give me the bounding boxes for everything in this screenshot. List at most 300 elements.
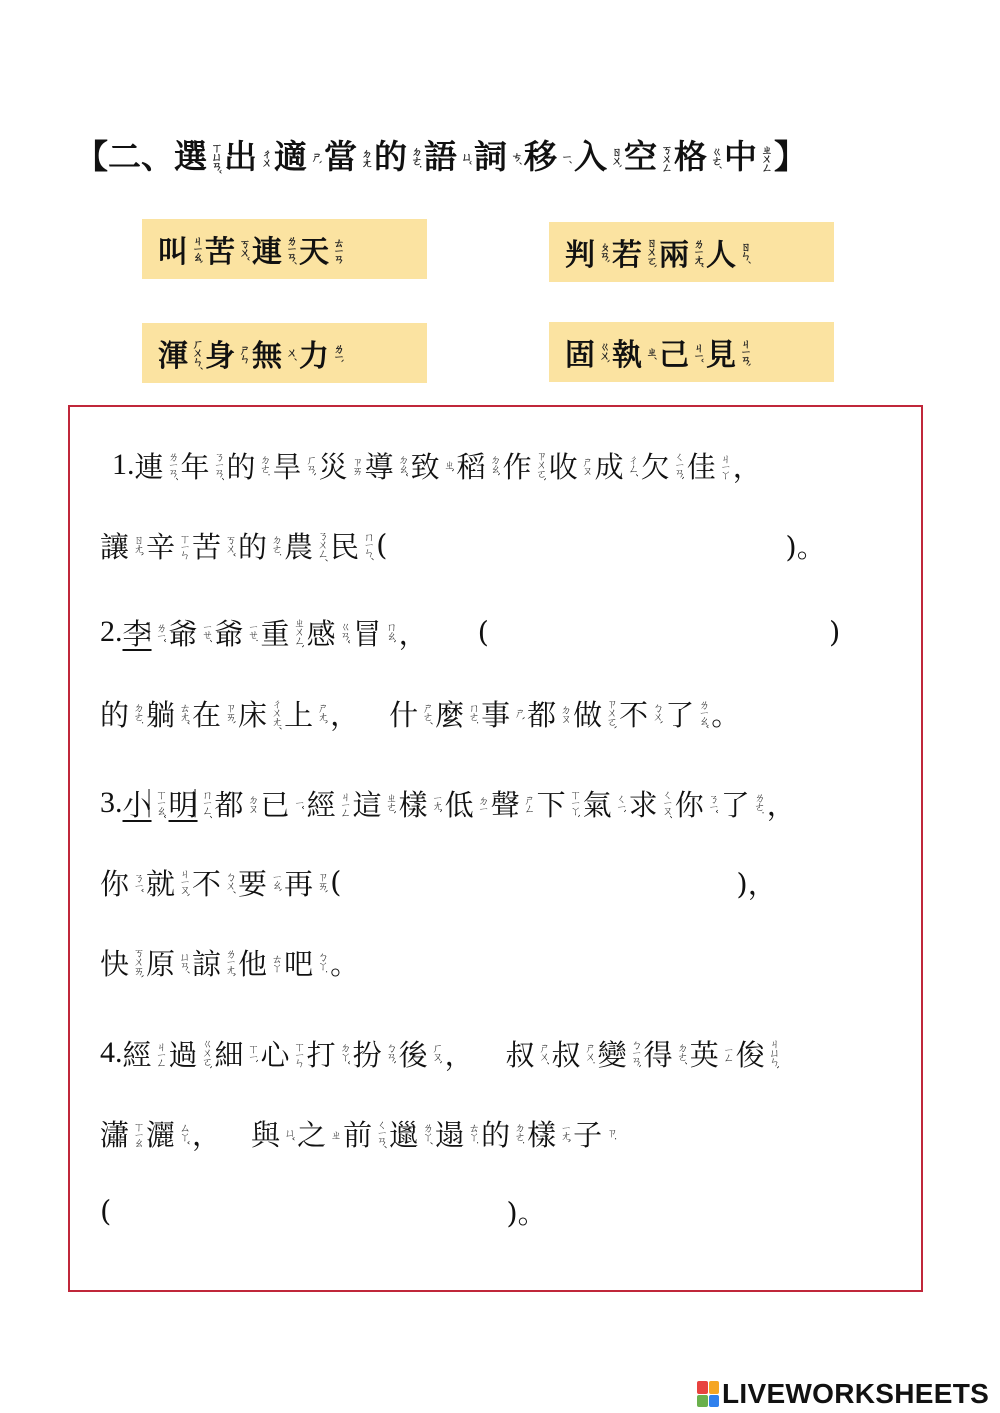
zhuyin: ㄋㄧˇ bbox=[132, 872, 146, 892]
hanzi: 事 bbox=[481, 697, 511, 732]
hanzi: 移 bbox=[524, 137, 557, 176]
hanzi: 心 bbox=[260, 1037, 290, 1072]
hanzi: 入 bbox=[574, 137, 607, 176]
q3-line3 bbox=[100, 937, 359, 987]
hanzi: 明 bbox=[168, 787, 198, 822]
hanzi: 的 bbox=[100, 697, 130, 732]
char-with-zhuyin bbox=[565, 330, 612, 374]
hanzi: 格 bbox=[674, 137, 707, 176]
char-with-zhuyin bbox=[284, 525, 330, 566]
hanzi: 感 bbox=[306, 616, 336, 651]
word-option-text bbox=[565, 330, 753, 374]
zhuyin: ㄗㄞˋ bbox=[316, 871, 330, 893]
logo-text: LIVEWORKSHEETS bbox=[722, 1378, 990, 1409]
hanzi: 詞 bbox=[474, 137, 507, 176]
hanzi: 成 bbox=[594, 449, 624, 484]
hanzi: 的 bbox=[374, 137, 407, 176]
title-prefix: 二、 bbox=[108, 137, 174, 176]
zhuyin: ㄌㄧㄤˇ bbox=[692, 237, 705, 267]
hanzi: 與 bbox=[251, 1117, 281, 1152]
char-with-zhuyin bbox=[399, 1033, 445, 1074]
hanzi: 小 bbox=[122, 787, 152, 822]
zhuyin: ㄩˇ bbox=[460, 150, 473, 164]
char-with-zhuyin bbox=[252, 227, 299, 271]
hanzi: 下 bbox=[536, 787, 566, 822]
hanzi: 空 bbox=[624, 137, 657, 176]
char-with-zhuyin bbox=[299, 331, 346, 375]
q1-text bbox=[135, 445, 733, 486]
zhuyin: ㄇㄜ˙ bbox=[467, 702, 481, 724]
zhuyin: ㄉㄤ bbox=[360, 148, 373, 166]
zhuyin: ㄉㄜ˙ bbox=[132, 702, 146, 724]
char-with-zhuyin bbox=[192, 942, 238, 983]
char-with-zhuyin bbox=[724, 132, 774, 182]
word-option-3[interactable] bbox=[142, 323, 427, 383]
hanzi: 苦 bbox=[192, 529, 222, 564]
punctuation: 。 bbox=[330, 946, 360, 981]
hanzi: 俊 bbox=[735, 1037, 765, 1072]
hanzi: 李 bbox=[122, 616, 152, 651]
zhuyin: ㄎㄨˇ bbox=[238, 238, 251, 260]
q1-blank-open: ( bbox=[376, 528, 388, 562]
hanzi: 兩 bbox=[659, 238, 689, 273]
char-with-zhuyin bbox=[224, 132, 274, 182]
hanzi: 樣 bbox=[398, 787, 428, 822]
q2-number: 2. bbox=[100, 615, 123, 648]
q3-number: 3. bbox=[100, 786, 123, 819]
zhuyin: ㄖㄣˊ bbox=[739, 241, 752, 263]
char-with-zhuyin bbox=[629, 783, 675, 824]
punctuation: ， bbox=[192, 1117, 222, 1152]
hanzi: 旱 bbox=[272, 449, 302, 484]
zhuyin: ㄓㄨㄥˋ bbox=[292, 616, 306, 648]
q2-text-3 bbox=[389, 693, 711, 734]
char-with-zhuyin bbox=[598, 1033, 644, 1074]
q1-line2 bbox=[100, 520, 826, 570]
char-with-zhuyin bbox=[659, 230, 706, 274]
hanzi: 讓 bbox=[100, 529, 130, 564]
zhuyin: ㄕㄨ˙ bbox=[583, 1042, 597, 1064]
zhuyin: ㄗㄨㄛˋ bbox=[534, 449, 548, 481]
zhuyin: ㄧㄝˊ bbox=[200, 622, 214, 642]
char-with-zhuyin bbox=[238, 942, 284, 983]
hanzi: 之 bbox=[297, 1117, 327, 1152]
zhuyin: ㄐㄧㄥ bbox=[338, 790, 352, 816]
char-with-zhuyin bbox=[353, 1033, 399, 1074]
hanzi: 作 bbox=[502, 449, 532, 484]
zhuyin: ㄎㄨㄞˋ bbox=[132, 946, 146, 978]
char-with-zhuyin bbox=[624, 132, 674, 182]
zhuyin: ㄌㄧˋ bbox=[332, 343, 345, 363]
zhuyin: ㄅㄨˊ bbox=[224, 871, 238, 893]
char-with-zhuyin bbox=[353, 783, 399, 824]
char-with-zhuyin bbox=[123, 612, 169, 653]
hanzi: 上 bbox=[284, 697, 314, 732]
zhuyin: ㄔㄨㄤˊ bbox=[270, 697, 284, 729]
punctuation: ， bbox=[444, 1037, 474, 1072]
hanzi: 聲 bbox=[490, 787, 520, 822]
zhuyin: ㄒㄧㄣ bbox=[292, 1040, 306, 1066]
q4-blank-open: ( bbox=[100, 1194, 112, 1228]
hanzi: 苦 bbox=[205, 235, 235, 270]
zhuyin: ㄉㄜ˙ bbox=[513, 1122, 527, 1144]
zhuyin: ㄖㄨˋ bbox=[610, 146, 623, 168]
hanzi: 快 bbox=[100, 946, 130, 981]
hanzi: 人 bbox=[706, 238, 736, 273]
hanzi: 出 bbox=[224, 137, 257, 176]
hanzi: 的 bbox=[238, 529, 268, 564]
hanzi: 經 bbox=[122, 1037, 152, 1072]
zhuyin: ㄖㄤˋ bbox=[132, 534, 146, 556]
char-with-zhuyin bbox=[123, 1033, 169, 1074]
zhuyin: ㄋㄧˇ bbox=[706, 793, 720, 813]
word-option-text bbox=[158, 331, 346, 375]
hanzi: 了 bbox=[720, 787, 750, 822]
zhuyin: ㄑㄧㄡˊ bbox=[660, 788, 674, 818]
hanzi: 不 bbox=[619, 697, 649, 732]
zhuyin: ㄏㄨㄣˊ bbox=[191, 337, 204, 369]
zhuyin: ㄊㄤˇ bbox=[178, 702, 192, 724]
word-option-2[interactable] bbox=[549, 222, 834, 282]
zhuyin: ㄊㄚ bbox=[270, 953, 284, 971]
zhuyin: ㄘˊ bbox=[510, 150, 523, 164]
hanzi: 見 bbox=[706, 338, 736, 373]
char-with-zhuyin bbox=[284, 862, 330, 903]
zhuyin: ㄍㄢˇ bbox=[338, 621, 352, 643]
punctuation: 。 bbox=[711, 697, 741, 732]
hanzi: 過 bbox=[168, 1037, 198, 1072]
zhuyin: ㄒㄧㄚˋ bbox=[568, 788, 582, 818]
hanzi: 打 bbox=[306, 1037, 336, 1072]
zhuyin: ㄍㄨˋ bbox=[598, 341, 611, 363]
q4-text-4 bbox=[251, 1113, 619, 1154]
q4-text-3 bbox=[100, 1113, 192, 1154]
hanzi: 子 bbox=[573, 1117, 603, 1152]
zhuyin: ㄍㄜˊ bbox=[710, 146, 723, 168]
zhuyin: ㄧˇ bbox=[292, 797, 306, 809]
zhuyin: ㄒㄧㄠˇ bbox=[154, 788, 168, 818]
zhuyin: ㄐㄩㄣˋ bbox=[767, 1037, 781, 1069]
char-with-zhuyin bbox=[389, 1113, 435, 1154]
hanzi: 氣 bbox=[582, 787, 612, 822]
hanzi: 連 bbox=[134, 449, 164, 484]
char-with-zhuyin bbox=[299, 227, 346, 271]
char-with-zhuyin bbox=[135, 445, 181, 486]
hanzi: 什 bbox=[389, 697, 419, 732]
q1-blank-close: )。 bbox=[785, 529, 826, 564]
char-with-zhuyin bbox=[100, 1113, 146, 1154]
q3-text-2 bbox=[100, 862, 330, 903]
logo-mark-icon bbox=[697, 1381, 719, 1407]
char-with-zhuyin bbox=[573, 1113, 619, 1154]
zhuyin: ㄆㄢˋ bbox=[598, 241, 611, 263]
zhuyin: ㄓㄜˋ bbox=[384, 792, 398, 814]
zhuyin: ㄗㄞ bbox=[350, 456, 364, 474]
hanzi: 灑 bbox=[146, 1117, 176, 1152]
q2-name bbox=[123, 612, 169, 653]
zhuyin: ㄅㄧㄢˋ bbox=[629, 1038, 643, 1068]
char-with-zhuyin bbox=[481, 1113, 527, 1154]
word-option-4[interactable] bbox=[549, 322, 834, 382]
hanzi: 渾 bbox=[158, 339, 188, 374]
zhuyin: ㄕㄡ bbox=[580, 456, 594, 474]
zhuyin: ㄓˋ bbox=[442, 458, 456, 472]
q2-line2 bbox=[100, 688, 740, 738]
char-with-zhuyin bbox=[238, 525, 284, 566]
hanzi: 身 bbox=[205, 339, 235, 374]
zhuyin: ㄊㄚ˙ bbox=[467, 1122, 481, 1144]
q3-blank-open: ( bbox=[330, 865, 342, 899]
hanzi: 中 bbox=[724, 137, 757, 176]
hanzi: 的 bbox=[226, 449, 256, 484]
char-with-zhuyin bbox=[319, 445, 365, 486]
zhuyin: ㄌㄧㄤˋ bbox=[224, 947, 238, 977]
hanzi: 災 bbox=[318, 449, 348, 484]
q4-number: 4. bbox=[100, 1036, 123, 1069]
zhuyin: ㄊㄧㄢ bbox=[332, 236, 345, 262]
char-with-zhuyin bbox=[424, 132, 474, 182]
punctuation: ， bbox=[398, 616, 428, 651]
hanzi: 語 bbox=[424, 137, 457, 176]
char-with-zhuyin bbox=[736, 1033, 782, 1074]
hanzi: 麼 bbox=[435, 697, 465, 732]
hanzi: 了 bbox=[665, 697, 695, 732]
hanzi: 床 bbox=[238, 697, 268, 732]
hanzi: 邋 bbox=[389, 1117, 419, 1152]
hanzi: 稻 bbox=[456, 449, 486, 484]
zhuyin: ㄒㄩㄢˇ bbox=[210, 141, 223, 173]
zhuyin: ㄓㄨㄥ bbox=[760, 143, 773, 171]
hanzi: 做 bbox=[573, 697, 603, 732]
hanzi: 後 bbox=[398, 1037, 428, 1072]
zhuyin: ㄉㄡ bbox=[559, 704, 573, 722]
hanzi: 細 bbox=[214, 1037, 244, 1072]
zhuyin: ㄐㄧㄥ bbox=[154, 1040, 168, 1066]
char-with-zhuyin bbox=[527, 693, 573, 734]
hanzi: 適 bbox=[274, 137, 307, 176]
hanzi: 冒 bbox=[352, 616, 382, 651]
hanzi: 他 bbox=[238, 946, 268, 981]
hanzi: 民 bbox=[330, 529, 360, 564]
hanzi: 都 bbox=[527, 697, 557, 732]
hanzi: 在 bbox=[192, 697, 222, 732]
char-with-zhuyin bbox=[238, 693, 284, 734]
hanzi: 農 bbox=[284, 529, 314, 564]
char-with-zhuyin bbox=[227, 445, 273, 486]
zhuyin: ㄗㄨㄛˋ bbox=[605, 697, 619, 729]
q4-text bbox=[123, 1033, 445, 1074]
hanzi: 爺 bbox=[168, 616, 198, 651]
title-text bbox=[174, 132, 774, 182]
hanzi: 判 bbox=[565, 238, 595, 273]
char-with-zhuyin bbox=[491, 783, 537, 824]
q4-line1 bbox=[100, 1028, 782, 1078]
zhuyin: ㄧㄥ bbox=[721, 1045, 735, 1061]
logo-square bbox=[697, 1395, 708, 1408]
zhuyin: ㄖㄨㄛˋ bbox=[645, 236, 658, 268]
char-with-zhuyin bbox=[549, 445, 595, 486]
hanzi: 欠 bbox=[640, 449, 670, 484]
q1-line1 bbox=[112, 440, 762, 490]
hanzi: 叔 bbox=[505, 1037, 535, 1072]
q2-blank-close: ) bbox=[828, 615, 841, 649]
zhuyin: ㄐㄧㄠˋ bbox=[191, 234, 204, 264]
zhuyin: ㄓˊ bbox=[645, 345, 658, 359]
char-with-zhuyin bbox=[261, 1033, 307, 1074]
char-with-zhuyin bbox=[721, 783, 767, 824]
hanzi: 收 bbox=[548, 449, 578, 484]
char-with-zhuyin bbox=[100, 862, 146, 903]
char-with-zhuyin bbox=[251, 1113, 297, 1154]
char-with-zhuyin bbox=[399, 783, 445, 824]
char-with-zhuyin bbox=[146, 525, 192, 566]
hanzi: 你 bbox=[674, 787, 704, 822]
char-with-zhuyin bbox=[353, 612, 399, 653]
char-with-zhuyin bbox=[238, 862, 284, 903]
hanzi: 諒 bbox=[192, 946, 222, 981]
zhuyin: ㄉㄜ˙ bbox=[270, 534, 284, 556]
zhuyin: ㄅㄚ˙ bbox=[316, 951, 330, 973]
char-with-zhuyin bbox=[612, 330, 659, 374]
zhuyin: ㄎㄨㄥ bbox=[660, 143, 673, 171]
char-with-zhuyin bbox=[330, 525, 376, 566]
zhuyin: ㄕㄨˊ bbox=[537, 1042, 551, 1064]
zhuyin: ㄋㄧㄢˊ bbox=[212, 450, 226, 480]
hanzi: 吧 bbox=[284, 946, 314, 981]
char-with-zhuyin bbox=[674, 132, 724, 182]
hanzi: 要 bbox=[238, 866, 268, 901]
char-with-zhuyin bbox=[481, 693, 527, 734]
zhuyin: ㄒㄧˋ bbox=[246, 1043, 260, 1063]
char-with-zhuyin bbox=[297, 1113, 343, 1154]
zhuyin: ㄗㄞˋ bbox=[224, 702, 238, 724]
hanzi: 低 bbox=[444, 787, 474, 822]
hanzi: 的 bbox=[481, 1117, 511, 1152]
q2-text-2 bbox=[100, 693, 330, 734]
zhuyin: ㄍㄨㄛˋ bbox=[200, 1037, 214, 1069]
hanzi: 原 bbox=[146, 946, 176, 981]
char-with-zhuyin bbox=[307, 612, 353, 653]
q3-line1 bbox=[100, 778, 796, 828]
char-with-zhuyin bbox=[619, 693, 665, 734]
hanzi: 無 bbox=[252, 339, 282, 374]
char-with-zhuyin bbox=[552, 1033, 598, 1074]
hanzi: 辛 bbox=[146, 529, 176, 564]
zhuyin: ㄏㄢˋ bbox=[304, 454, 318, 476]
hanzi: 叔 bbox=[551, 1037, 581, 1072]
zhuyin: ㄌㄚˊ bbox=[421, 1122, 435, 1144]
char-with-zhuyin bbox=[215, 612, 261, 653]
zhuyin: ㄙㄚˇ bbox=[178, 1122, 192, 1144]
hanzi: 這 bbox=[352, 787, 382, 822]
zhuyin: ㄕˋ bbox=[310, 150, 323, 164]
hanzi: 當 bbox=[324, 137, 357, 176]
char-with-zhuyin bbox=[411, 445, 457, 486]
title-bracket-close: 】 bbox=[774, 137, 807, 176]
char-with-zhuyin bbox=[524, 132, 574, 182]
zhuyin: ㄇㄠˋ bbox=[384, 621, 398, 643]
char-with-zhuyin bbox=[274, 132, 324, 182]
hanzi: 前 bbox=[343, 1117, 373, 1152]
char-with-zhuyin bbox=[146, 862, 192, 903]
char-with-zhuyin bbox=[205, 331, 252, 375]
char-with-zhuyin bbox=[215, 783, 261, 824]
zhuyin: ㄅㄨˋ bbox=[651, 702, 665, 724]
hanzi: 變 bbox=[597, 1037, 627, 1072]
zhuyin: ㄒㄧㄣ bbox=[178, 532, 192, 558]
zhuyin: ㄩˇ bbox=[283, 1126, 297, 1140]
zhuyin: ㄌㄧˇ bbox=[154, 622, 168, 642]
zhuyin: ㄉㄡ bbox=[246, 794, 260, 812]
logo-square bbox=[709, 1395, 720, 1408]
char-with-zhuyin bbox=[284, 693, 330, 734]
zhuyin: ㄕㄜˊ bbox=[421, 702, 435, 724]
zhuyin: ㄕˋ bbox=[513, 706, 527, 720]
section-title bbox=[75, 132, 935, 182]
zhuyin: ㄅㄢˋ bbox=[384, 1042, 398, 1064]
hanzi: 瀟 bbox=[100, 1117, 130, 1152]
char-with-zhuyin bbox=[169, 783, 215, 824]
hanzi: 天 bbox=[299, 235, 329, 270]
hanzi: 再 bbox=[284, 866, 314, 901]
zhuyin: ㄉㄧ bbox=[476, 795, 490, 811]
hanzi: 得 bbox=[643, 1037, 673, 1072]
punctuation: ， bbox=[732, 449, 762, 484]
q1-number: 1. bbox=[112, 448, 135, 481]
zhuyin: ㄌㄜ˙ bbox=[752, 792, 766, 814]
zhuyin: ㄏㄡˋ bbox=[430, 1042, 444, 1064]
zhuyin: ㄌㄧㄢˊ bbox=[166, 450, 180, 480]
zhuyin: ㄕㄤˋ bbox=[316, 702, 330, 724]
zhuyin: ㄉㄠˋ bbox=[488, 454, 502, 476]
char-with-zhuyin bbox=[192, 525, 238, 566]
hanzi: 若 bbox=[612, 238, 642, 273]
logo-square bbox=[709, 1381, 720, 1394]
char-with-zhuyin bbox=[273, 445, 319, 486]
char-with-zhuyin bbox=[565, 230, 612, 274]
char-with-zhuyin bbox=[215, 1033, 261, 1074]
hanzi: 都 bbox=[214, 787, 244, 822]
char-with-zhuyin bbox=[307, 1033, 353, 1074]
char-with-zhuyin bbox=[307, 783, 353, 824]
char-with-zhuyin bbox=[474, 132, 524, 182]
char-with-zhuyin bbox=[192, 862, 238, 903]
zhuyin: ㄑㄧㄢˋ bbox=[672, 450, 686, 480]
char-with-zhuyin bbox=[687, 445, 733, 486]
q3-text-3 bbox=[100, 942, 330, 983]
liveworksheets-logo[interactable] bbox=[697, 1378, 989, 1410]
hanzi: 導 bbox=[364, 449, 394, 484]
q4-line2 bbox=[100, 1108, 619, 1158]
q2-line1 bbox=[100, 607, 840, 657]
zhuyin: ㄧㄝ˙ bbox=[246, 622, 260, 642]
word-option-text bbox=[565, 230, 753, 274]
hanzi: 不 bbox=[192, 866, 222, 901]
char-with-zhuyin bbox=[192, 693, 238, 734]
char-with-zhuyin bbox=[343, 1113, 389, 1154]
zhuyin: ㄐㄧㄢˋ bbox=[739, 337, 752, 367]
hanzi: 你 bbox=[100, 866, 130, 901]
hanzi: 已 bbox=[260, 787, 290, 822]
char-with-zhuyin bbox=[365, 445, 411, 486]
hanzi: 求 bbox=[628, 787, 658, 822]
zhuyin: ㄒㄧㄠ bbox=[132, 1120, 146, 1146]
char-with-zhuyin bbox=[169, 612, 215, 653]
title-bracket-open: 【 bbox=[75, 137, 108, 176]
zhuyin: ㄎㄨˇ bbox=[224, 534, 238, 556]
zhuyin: ㄉㄜ˙ bbox=[258, 454, 272, 476]
word-option-1[interactable] bbox=[142, 219, 427, 279]
